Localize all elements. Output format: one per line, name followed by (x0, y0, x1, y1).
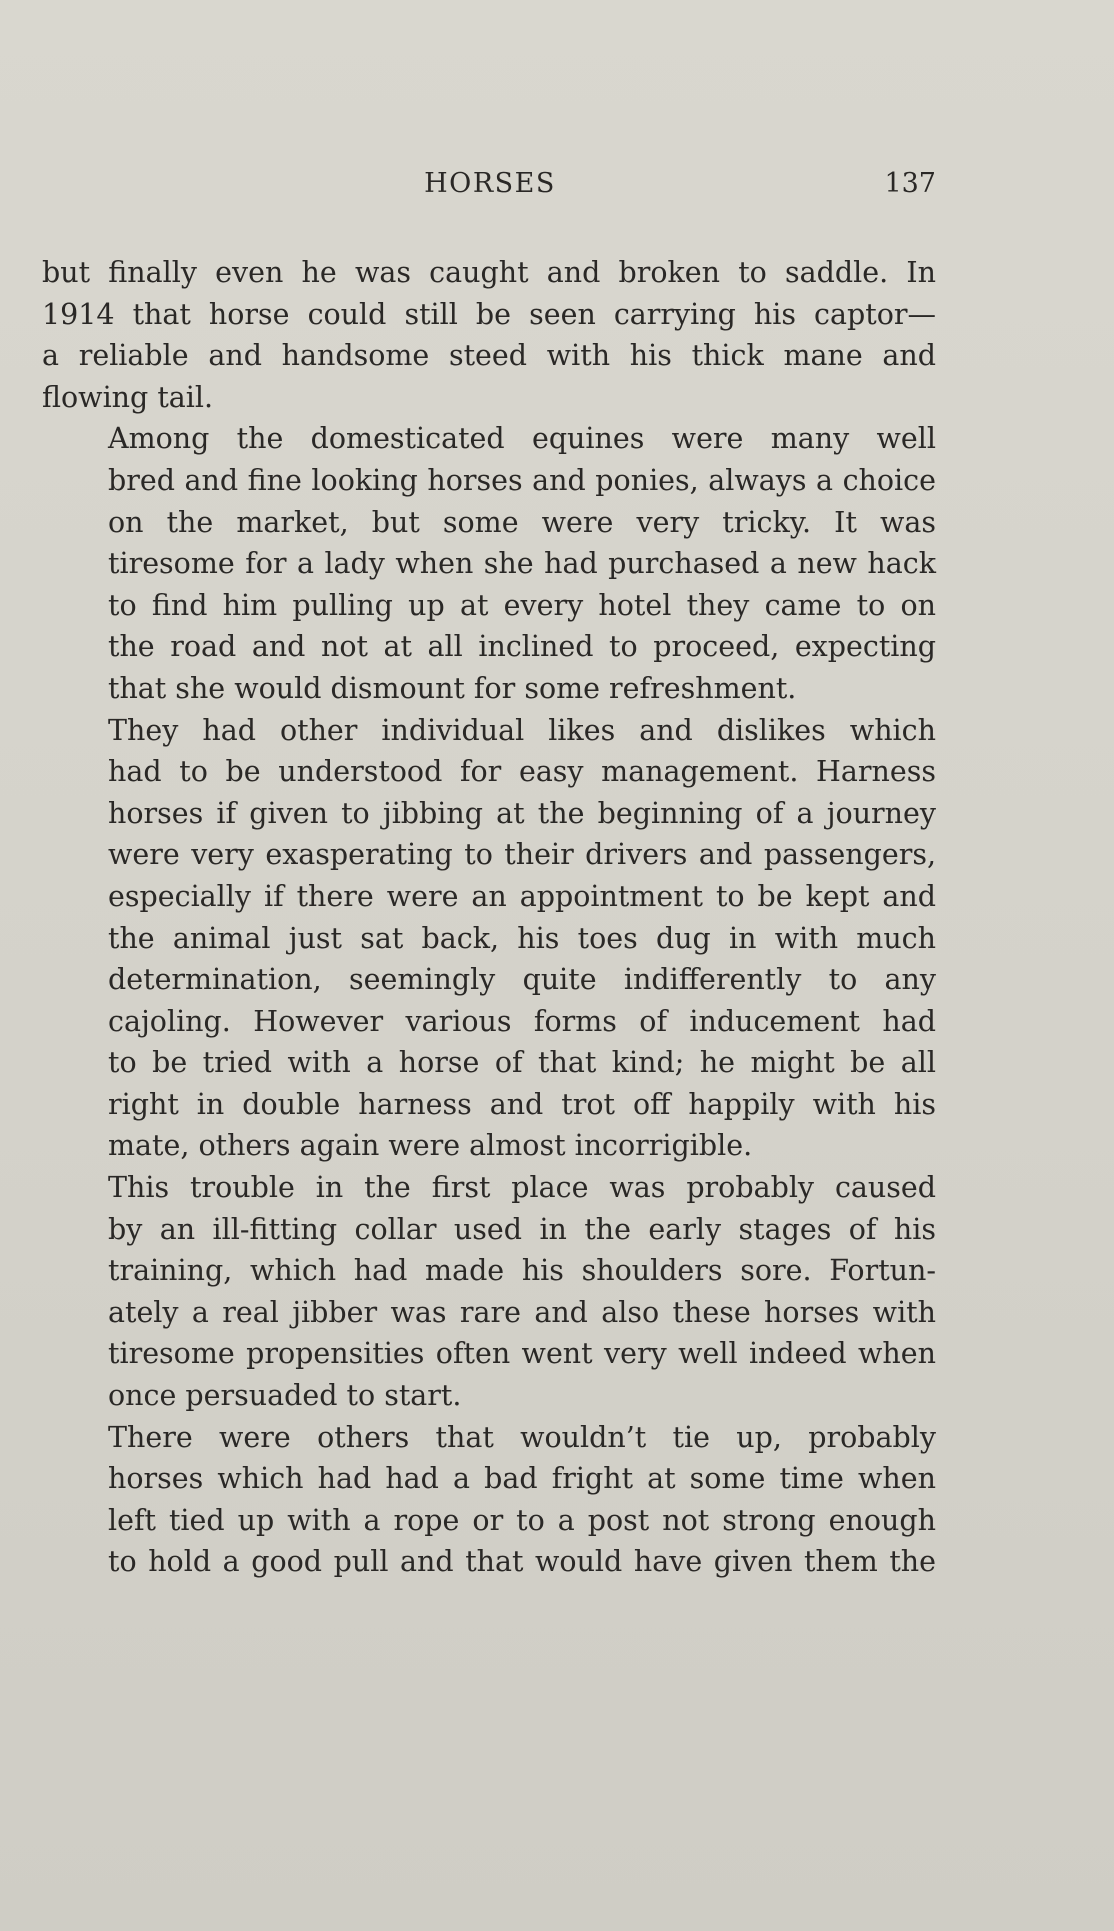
text-line: bred and fine looking horses and ponies, always a choice (108, 463, 936, 497)
paragraph (42, 418, 936, 709)
text-line: to find him pulling up at every hotel they came to on (108, 588, 936, 622)
text-line: to be tried with a horse of that kind; he might be all (108, 1046, 936, 1080)
text-line: the road and not at all inclined to proceed, expecting (108, 630, 936, 664)
text-line: were very exasperating to their drivers and passengers, (108, 838, 936, 872)
text-line: They had other individual likes and dislikes which (108, 713, 936, 747)
text-line: had to be understood for easy management. Harness (108, 755, 936, 789)
text-line: This trouble in the first place was probably caused (108, 1171, 936, 1205)
paragraph (42, 1167, 936, 1417)
text-line: horses which had had a bad fright at some time when (108, 1462, 936, 1496)
text-line: a reliable and handsome steed with his thick mane and (42, 339, 936, 373)
paragraph (42, 710, 936, 1168)
text-line: the animal just sat back, his toes dug in with much (108, 921, 936, 955)
text-line: flowing tail. (42, 380, 214, 414)
text-line: tiresome for a lady when she had purchased a new hack (108, 547, 936, 581)
text-line: cajoling. However various forms of inducement had (108, 1004, 936, 1038)
page-number: 137 (884, 168, 936, 199)
body-text (42, 252, 936, 1583)
text-line: left tied up with a rope or to a post not strong enough (108, 1503, 936, 1537)
text-line: but finally even he was caught and broken to saddle. In (42, 256, 936, 289)
paragraph (42, 1417, 936, 1583)
paragraph (42, 252, 936, 418)
text-line: mate, others again were almost incorrigible. (108, 1129, 753, 1163)
text-line: on the market, but some were very tricky. It was (108, 505, 936, 539)
text-line: training, which had made his shoulders sore. Fortun- (108, 1254, 936, 1288)
running-head (44, 168, 936, 208)
text-line: ately a real jibber was rare and also these horses with (108, 1295, 936, 1329)
text-line: to hold a good pull and that would have given them the (108, 1545, 936, 1579)
text-line: by an ill-fitting collar used in the early stages of his (108, 1212, 936, 1246)
text-line: 1914 that horse could still be seen carrying his captor— (42, 297, 936, 331)
text-line: There were others that wouldn’t tie up, probably (108, 1420, 936, 1454)
running-title: HORSES (424, 168, 556, 199)
text-line: Among the domesticated equines were many well (108, 422, 936, 456)
text-line: especially if there were an appointment to be kept and (108, 879, 936, 913)
text-line: horses if given to jibbing at the beginning of a journey (108, 796, 936, 830)
text-line: that she would dismount for some refreshment. (108, 671, 797, 705)
text-line: right in double harness and trot off happily with his (108, 1087, 936, 1121)
text-line: determination, seemingly quite indifferently to any (108, 963, 936, 997)
text-line: tiresome propensities often went very well indeed when (108, 1337, 936, 1371)
text-line: once persuaded to start. (108, 1379, 462, 1413)
